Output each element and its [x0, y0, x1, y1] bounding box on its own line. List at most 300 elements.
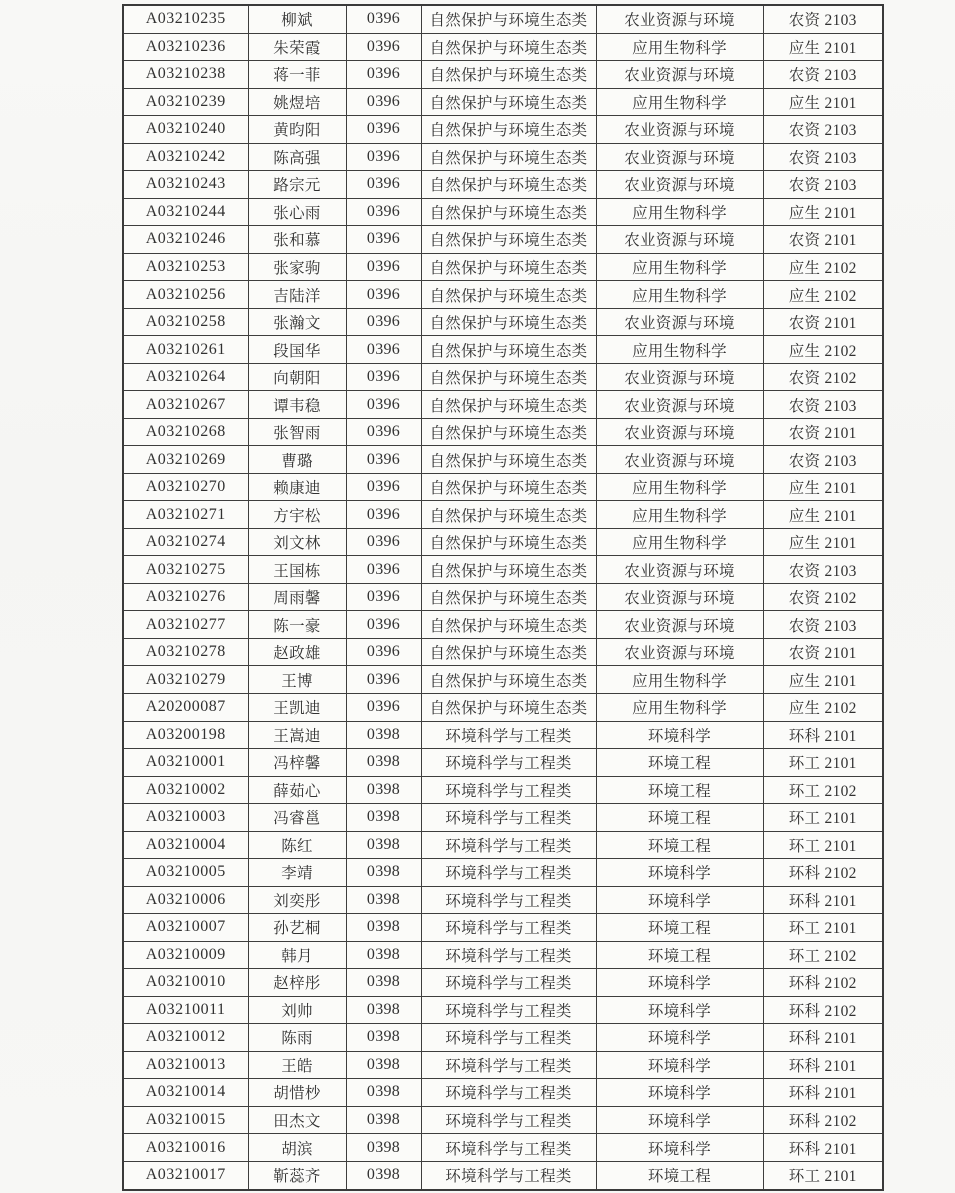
cell-category-name: 环境科学与工程类 — [421, 914, 596, 942]
cell-category-name: 自然保护与环境生态类 — [421, 446, 596, 474]
cell-category-name: 环境科学与工程类 — [421, 1024, 596, 1052]
cell-major: 农业资源与环境 — [596, 61, 763, 89]
cell-name: 胡惜杪 — [248, 1079, 346, 1107]
cell-class-name: 农资 2103 — [763, 171, 883, 199]
cell-category-code: 0398 — [346, 721, 421, 749]
cell-category-code: 0396 — [346, 226, 421, 254]
table-row — [123, 198, 883, 226]
cell-major: 应用生物科学 — [596, 33, 763, 61]
cell-name: 李靖 — [248, 859, 346, 887]
cell-student-id: A03210003 — [123, 804, 248, 832]
cell-class-name: 环科 2101 — [763, 886, 883, 914]
table-row — [123, 776, 883, 804]
cell-name: 薛茹心 — [248, 776, 346, 804]
cell-category-name: 环境科学与工程类 — [421, 721, 596, 749]
table-row — [123, 638, 883, 666]
cell-major: 环境工程 — [596, 941, 763, 969]
cell-class-name: 农资 2103 — [763, 116, 883, 144]
cell-category-name: 自然保护与环境生态类 — [421, 308, 596, 336]
cell-name: 柳斌 — [248, 5, 346, 33]
cell-category-code: 0398 — [346, 749, 421, 777]
cell-student-id: A03210244 — [123, 198, 248, 226]
table-row — [123, 143, 883, 171]
cell-student-id: A03210014 — [123, 1079, 248, 1107]
cell-name: 路宗元 — [248, 171, 346, 199]
cell-category-code: 0396 — [346, 583, 421, 611]
cell-category-name: 环境科学与工程类 — [421, 1079, 596, 1107]
cell-major: 环境科学 — [596, 886, 763, 914]
cell-name: 姚煜培 — [248, 88, 346, 116]
cell-major: 环境科学 — [596, 859, 763, 887]
cell-student-id: A03210264 — [123, 363, 248, 391]
cell-major: 农业资源与环境 — [596, 611, 763, 639]
cell-major: 农业资源与环境 — [596, 171, 763, 199]
cell-name: 蒋一菲 — [248, 61, 346, 89]
cell-category-name: 环境科学与工程类 — [421, 886, 596, 914]
cell-student-id: A03210253 — [123, 253, 248, 281]
cell-category-code: 0396 — [346, 611, 421, 639]
cell-class-name: 环工 2101 — [763, 749, 883, 777]
cell-class-name: 农资 2101 — [763, 418, 883, 446]
cell-name: 王嵩迪 — [248, 721, 346, 749]
cell-student-id: A03210009 — [123, 941, 248, 969]
cell-class-name: 农资 2103 — [763, 5, 883, 33]
cell-category-code: 0396 — [346, 61, 421, 89]
table-row — [123, 446, 883, 474]
cell-class-name: 应生 2101 — [763, 33, 883, 61]
table-row — [123, 1106, 883, 1134]
cell-student-id: A03200198 — [123, 721, 248, 749]
cell-category-name: 环境科学与工程类 — [421, 859, 596, 887]
cell-name: 陈红 — [248, 831, 346, 859]
cell-major: 环境工程 — [596, 776, 763, 804]
cell-name: 吉陆洋 — [248, 281, 346, 309]
cell-class-name: 农资 2103 — [763, 61, 883, 89]
cell-student-id: A03210270 — [123, 473, 248, 501]
cell-category-code: 0398 — [346, 804, 421, 832]
cell-major: 环境科学 — [596, 969, 763, 997]
cell-category-name: 自然保护与环境生态类 — [421, 556, 596, 584]
cell-category-name: 自然保护与环境生态类 — [421, 336, 596, 364]
cell-student-id: A03210006 — [123, 886, 248, 914]
cell-student-id: A03210013 — [123, 1051, 248, 1079]
table-row — [123, 941, 883, 969]
table-row — [123, 1079, 883, 1107]
cell-student-id: A03210001 — [123, 749, 248, 777]
cell-class-name: 应生 2102 — [763, 253, 883, 281]
cell-class-name: 应生 2101 — [763, 528, 883, 556]
cell-name: 赖康迪 — [248, 473, 346, 501]
cell-category-code: 0398 — [346, 1079, 421, 1107]
cell-student-id: A03210274 — [123, 528, 248, 556]
cell-major: 应用生物科学 — [596, 281, 763, 309]
cell-name: 张瀚文 — [248, 308, 346, 336]
cell-student-id: A03210004 — [123, 831, 248, 859]
cell-class-name: 环工 2101 — [763, 831, 883, 859]
cell-major: 农业资源与环境 — [596, 116, 763, 144]
table-row — [123, 171, 883, 199]
cell-name: 谭韦稳 — [248, 391, 346, 419]
cell-major: 环境科学 — [596, 996, 763, 1024]
table-row — [123, 1161, 883, 1190]
cell-class-name: 环科 2101 — [763, 1079, 883, 1107]
student-roster-body — [123, 5, 883, 1190]
cell-name: 胡滨 — [248, 1134, 346, 1162]
cell-student-id: A03210269 — [123, 446, 248, 474]
cell-category-code: 0396 — [346, 694, 421, 722]
cell-category-code: 0398 — [346, 969, 421, 997]
student-roster-table — [122, 4, 884, 1191]
cell-class-name: 农资 2103 — [763, 611, 883, 639]
cell-category-code: 0396 — [346, 638, 421, 666]
cell-major: 农业资源与环境 — [596, 556, 763, 584]
table-row — [123, 969, 883, 997]
cell-student-id: A03210271 — [123, 501, 248, 529]
table-row — [123, 859, 883, 887]
cell-major: 农业资源与环境 — [596, 363, 763, 391]
cell-category-name: 自然保护与环境生态类 — [421, 253, 596, 281]
table-row — [123, 418, 883, 446]
cell-name: 张智雨 — [248, 418, 346, 446]
cell-student-id: A03210275 — [123, 556, 248, 584]
cell-category-name: 自然保护与环境生态类 — [421, 116, 596, 144]
cell-major: 应用生物科学 — [596, 253, 763, 281]
cell-major: 农业资源与环境 — [596, 143, 763, 171]
cell-major: 农业资源与环境 — [596, 5, 763, 33]
cell-category-name: 自然保护与环境生态类 — [421, 473, 596, 501]
cell-category-code: 0396 — [346, 281, 421, 309]
cell-name: 冯梓馨 — [248, 749, 346, 777]
cell-class-name: 应生 2101 — [763, 666, 883, 694]
cell-major: 环境科学 — [596, 1051, 763, 1079]
cell-name: 刘文林 — [248, 528, 346, 556]
cell-category-code: 0398 — [346, 859, 421, 887]
cell-name: 韩月 — [248, 941, 346, 969]
cell-category-name: 环境科学与工程类 — [421, 1051, 596, 1079]
table-row — [123, 611, 883, 639]
cell-category-name: 自然保护与环境生态类 — [421, 226, 596, 254]
cell-category-code: 0396 — [346, 143, 421, 171]
cell-class-name: 应生 2102 — [763, 336, 883, 364]
cell-category-code: 0396 — [346, 198, 421, 226]
cell-category-code: 0398 — [346, 996, 421, 1024]
cell-category-name: 环境科学与工程类 — [421, 749, 596, 777]
cell-student-id: A03210239 — [123, 88, 248, 116]
cell-category-name: 环境科学与工程类 — [421, 831, 596, 859]
cell-category-name: 自然保护与环境生态类 — [421, 61, 596, 89]
cell-student-id: A03210017 — [123, 1161, 248, 1190]
cell-major: 应用生物科学 — [596, 336, 763, 364]
cell-class-name: 应生 2101 — [763, 198, 883, 226]
table-row — [123, 914, 883, 942]
cell-category-code: 0396 — [346, 171, 421, 199]
cell-category-name: 自然保护与环境生态类 — [421, 694, 596, 722]
table-row — [123, 61, 883, 89]
cell-class-name: 应生 2102 — [763, 694, 883, 722]
cell-category-code: 0396 — [346, 88, 421, 116]
cell-category-name: 自然保护与环境生态类 — [421, 611, 596, 639]
cell-major: 应用生物科学 — [596, 666, 763, 694]
cell-major: 农业资源与环境 — [596, 446, 763, 474]
cell-student-id: A03210240 — [123, 116, 248, 144]
cell-category-name: 自然保护与环境生态类 — [421, 363, 596, 391]
cell-major: 农业资源与环境 — [596, 638, 763, 666]
cell-name: 赵梓彤 — [248, 969, 346, 997]
cell-category-code: 0396 — [346, 556, 421, 584]
cell-student-id: A03210268 — [123, 418, 248, 446]
cell-class-name: 环科 2102 — [763, 859, 883, 887]
cell-name: 张家驹 — [248, 253, 346, 281]
cell-name: 黄昀阳 — [248, 116, 346, 144]
table-row — [123, 501, 883, 529]
cell-category-code: 0396 — [346, 253, 421, 281]
cell-category-code: 0396 — [346, 528, 421, 556]
cell-category-name: 环境科学与工程类 — [421, 969, 596, 997]
table-row — [123, 831, 883, 859]
cell-category-code: 0398 — [346, 914, 421, 942]
cell-class-name: 应生 2101 — [763, 88, 883, 116]
cell-major: 农业资源与环境 — [596, 308, 763, 336]
cell-name: 王皓 — [248, 1051, 346, 1079]
table-row — [123, 253, 883, 281]
cell-major: 应用生物科学 — [596, 473, 763, 501]
cell-name: 张心雨 — [248, 198, 346, 226]
cell-major: 环境科学 — [596, 1134, 763, 1162]
cell-category-code: 0398 — [346, 886, 421, 914]
table-row — [123, 556, 883, 584]
cell-class-name: 农资 2101 — [763, 226, 883, 254]
cell-student-id: A03210236 — [123, 33, 248, 61]
cell-class-name: 环科 2101 — [763, 1134, 883, 1162]
cell-category-code: 0396 — [346, 116, 421, 144]
table-row — [123, 88, 883, 116]
cell-student-id: A03210005 — [123, 859, 248, 887]
cell-class-name: 应生 2101 — [763, 501, 883, 529]
cell-name: 靳蕊齐 — [248, 1161, 346, 1190]
cell-student-id: A03210015 — [123, 1106, 248, 1134]
table-row — [123, 996, 883, 1024]
cell-class-name: 环工 2102 — [763, 941, 883, 969]
cell-name: 王凯迪 — [248, 694, 346, 722]
cell-major: 环境工程 — [596, 914, 763, 942]
cell-student-id: A20200087 — [123, 694, 248, 722]
cell-major: 环境科学 — [596, 1079, 763, 1107]
cell-class-name: 环科 2101 — [763, 721, 883, 749]
cell-category-name: 自然保护与环境生态类 — [421, 88, 596, 116]
cell-category-name: 自然保护与环境生态类 — [421, 143, 596, 171]
cell-category-name: 环境科学与工程类 — [421, 941, 596, 969]
cell-class-name: 农资 2103 — [763, 391, 883, 419]
cell-category-name: 环境科学与工程类 — [421, 1134, 596, 1162]
cell-student-id: A03210010 — [123, 969, 248, 997]
table-row — [123, 694, 883, 722]
table-row — [123, 804, 883, 832]
cell-category-name: 环境科学与工程类 — [421, 1161, 596, 1190]
cell-major: 应用生物科学 — [596, 694, 763, 722]
cell-category-name: 自然保护与环境生态类 — [421, 528, 596, 556]
cell-category-code: 0396 — [346, 336, 421, 364]
cell-student-id: A03210279 — [123, 666, 248, 694]
cell-category-code: 0398 — [346, 831, 421, 859]
cell-major: 环境工程 — [596, 804, 763, 832]
cell-major: 应用生物科学 — [596, 501, 763, 529]
cell-name: 张和慕 — [248, 226, 346, 254]
cell-class-name: 应生 2102 — [763, 281, 883, 309]
cell-category-code: 0396 — [346, 446, 421, 474]
table-row — [123, 1134, 883, 1162]
cell-name: 曹璐 — [248, 446, 346, 474]
cell-major: 环境工程 — [596, 831, 763, 859]
table-row — [123, 721, 883, 749]
cell-name: 赵政雄 — [248, 638, 346, 666]
cell-student-id: A03210276 — [123, 583, 248, 611]
cell-student-id: A03210002 — [123, 776, 248, 804]
cell-major: 环境科学 — [596, 1106, 763, 1134]
cell-category-code: 0398 — [346, 1024, 421, 1052]
cell-student-id: A03210242 — [123, 143, 248, 171]
cell-student-id: A03210261 — [123, 336, 248, 364]
cell-category-code: 0398 — [346, 1051, 421, 1079]
cell-category-code: 0396 — [346, 308, 421, 336]
cell-major: 环境工程 — [596, 1161, 763, 1190]
cell-category-name: 环境科学与工程类 — [421, 996, 596, 1024]
cell-category-name: 自然保护与环境生态类 — [421, 583, 596, 611]
cell-name: 朱荣霞 — [248, 33, 346, 61]
cell-name: 向朝阳 — [248, 363, 346, 391]
cell-class-name: 环工 2101 — [763, 1161, 883, 1190]
cell-name: 田杰文 — [248, 1106, 346, 1134]
cell-student-id: A03210277 — [123, 611, 248, 639]
cell-major: 环境科学 — [596, 1024, 763, 1052]
cell-name: 陈高强 — [248, 143, 346, 171]
cell-class-name: 农资 2102 — [763, 583, 883, 611]
cell-name: 孙艺桐 — [248, 914, 346, 942]
cell-student-id: A03210012 — [123, 1024, 248, 1052]
table-row — [123, 363, 883, 391]
cell-category-name: 环境科学与工程类 — [421, 1106, 596, 1134]
cell-student-id: A03210016 — [123, 1134, 248, 1162]
table-row — [123, 5, 883, 33]
cell-category-name: 自然保护与环境生态类 — [421, 391, 596, 419]
cell-major: 应用生物科学 — [596, 88, 763, 116]
cell-category-name: 自然保护与环境生态类 — [421, 198, 596, 226]
cell-name: 刘帅 — [248, 996, 346, 1024]
cell-class-name: 农资 2103 — [763, 446, 883, 474]
cell-category-name: 自然保护与环境生态类 — [421, 666, 596, 694]
cell-class-name: 农资 2102 — [763, 363, 883, 391]
cell-category-code: 0398 — [346, 1161, 421, 1190]
cell-class-name: 环科 2102 — [763, 1106, 883, 1134]
cell-major: 应用生物科学 — [596, 198, 763, 226]
table-row — [123, 583, 883, 611]
cell-class-name: 环工 2102 — [763, 776, 883, 804]
table-row — [123, 336, 883, 364]
cell-category-name: 自然保护与环境生态类 — [421, 5, 596, 33]
cell-student-id: A03210258 — [123, 308, 248, 336]
cell-category-code: 0396 — [346, 33, 421, 61]
table-row — [123, 1024, 883, 1052]
cell-category-name: 自然保护与环境生态类 — [421, 418, 596, 446]
cell-name: 王博 — [248, 666, 346, 694]
cell-class-name: 农资 2103 — [763, 143, 883, 171]
cell-category-code: 0396 — [346, 418, 421, 446]
table-row — [123, 528, 883, 556]
cell-category-code: 0398 — [346, 941, 421, 969]
table-row — [123, 116, 883, 144]
cell-student-id: A03210256 — [123, 281, 248, 309]
cell-class-name: 环科 2101 — [763, 1051, 883, 1079]
cell-category-code: 0398 — [346, 1106, 421, 1134]
cell-major: 农业资源与环境 — [596, 226, 763, 254]
cell-category-name: 自然保护与环境生态类 — [421, 638, 596, 666]
cell-major: 环境工程 — [596, 749, 763, 777]
table-row — [123, 886, 883, 914]
cell-student-id: A03210238 — [123, 61, 248, 89]
cell-category-name: 自然保护与环境生态类 — [421, 501, 596, 529]
cell-student-id: A03210007 — [123, 914, 248, 942]
cell-name: 陈雨 — [248, 1024, 346, 1052]
cell-class-name: 应生 2101 — [763, 473, 883, 501]
cell-class-name: 环科 2102 — [763, 969, 883, 997]
cell-student-id: A03210011 — [123, 996, 248, 1024]
cell-class-name: 环科 2101 — [763, 1024, 883, 1052]
cell-name: 冯睿邕 — [248, 804, 346, 832]
cell-major: 农业资源与环境 — [596, 391, 763, 419]
cell-category-name: 自然保护与环境生态类 — [421, 33, 596, 61]
cell-class-name: 环科 2102 — [763, 996, 883, 1024]
cell-category-code: 0396 — [346, 391, 421, 419]
cell-category-name: 环境科学与工程类 — [421, 804, 596, 832]
table-row — [123, 473, 883, 501]
cell-name: 方宇松 — [248, 501, 346, 529]
cell-category-name: 自然保护与环境生态类 — [421, 171, 596, 199]
cell-name: 陈一豪 — [248, 611, 346, 639]
cell-student-id: A03210267 — [123, 391, 248, 419]
cell-category-name: 环境科学与工程类 — [421, 776, 596, 804]
cell-name: 段国华 — [248, 336, 346, 364]
cell-category-name: 自然保护与环境生态类 — [421, 281, 596, 309]
cell-category-code: 0396 — [346, 501, 421, 529]
cell-category-code: 0396 — [346, 473, 421, 501]
cell-category-code: 0398 — [346, 776, 421, 804]
cell-student-id: A03210278 — [123, 638, 248, 666]
cell-category-code: 0396 — [346, 363, 421, 391]
cell-class-name: 农资 2101 — [763, 638, 883, 666]
cell-name: 周雨馨 — [248, 583, 346, 611]
table-row — [123, 281, 883, 309]
cell-class-name: 农资 2103 — [763, 556, 883, 584]
cell-category-code: 0396 — [346, 5, 421, 33]
table-row — [123, 33, 883, 61]
cell-category-code: 0396 — [346, 666, 421, 694]
cell-student-id: A03210243 — [123, 171, 248, 199]
table-row — [123, 666, 883, 694]
table-row — [123, 391, 883, 419]
cell-major: 环境科学 — [596, 721, 763, 749]
cell-class-name: 环工 2101 — [763, 914, 883, 942]
cell-student-id: A03210235 — [123, 5, 248, 33]
cell-name: 王国栋 — [248, 556, 346, 584]
table-row — [123, 308, 883, 336]
cell-major: 农业资源与环境 — [596, 418, 763, 446]
table-row — [123, 1051, 883, 1079]
cell-class-name: 农资 2101 — [763, 308, 883, 336]
cell-major: 农业资源与环境 — [596, 583, 763, 611]
table-row — [123, 226, 883, 254]
cell-class-name: 环工 2101 — [763, 804, 883, 832]
cell-student-id: A03210246 — [123, 226, 248, 254]
cell-name: 刘奕彤 — [248, 886, 346, 914]
